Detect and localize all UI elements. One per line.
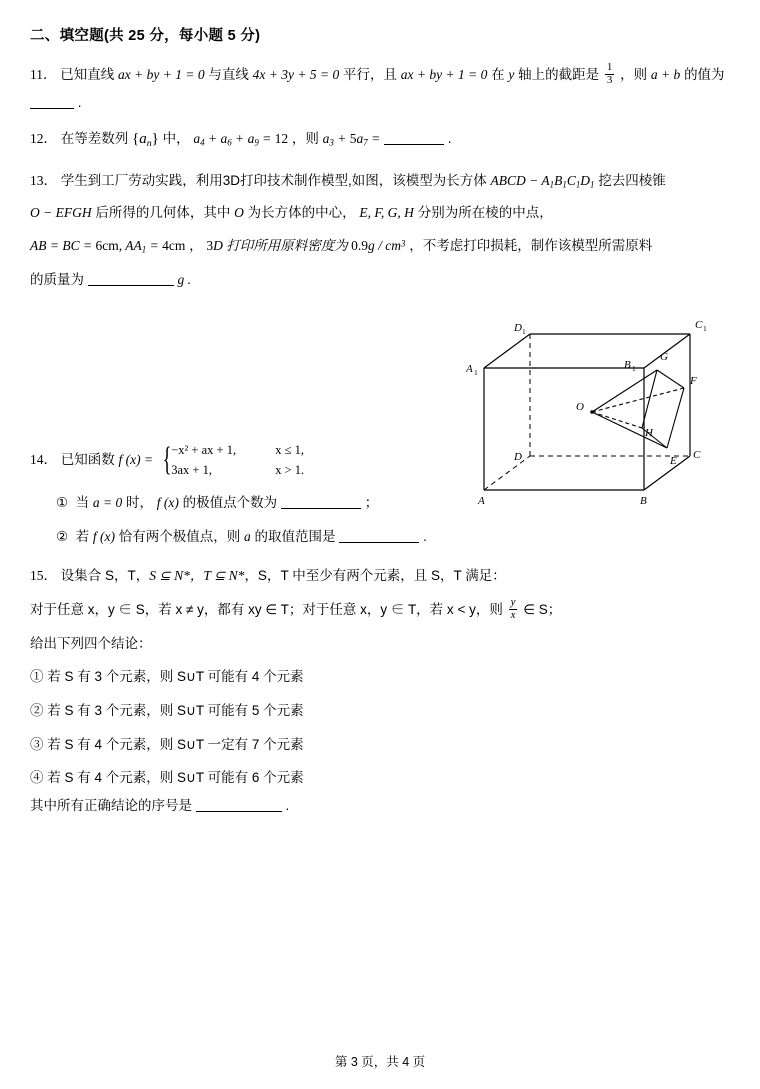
q15-frac-denominator: x — [510, 608, 516, 621]
q13-text-4b: g . — [177, 272, 192, 288]
page-footer: 第 3 页，共 4 页 — [334, 1055, 426, 1069]
q11-eq-5: a + b — [650, 67, 681, 82]
q13-text-2b: 后所得的几何体，其中 — [95, 204, 231, 220]
q15-text-2a: 对于任意 x，y ∈ S，若 x ≠ y，都有 xy ∈ T；对于任意 x，y ∈ T，若 x < y，则 — [30, 602, 503, 618]
question-14-sub-2 — [30, 523, 730, 551]
q11-frac-numerator: 1 — [606, 61, 613, 74]
svg-text:1: 1 — [632, 364, 636, 373]
question-15-line2 — [30, 596, 730, 624]
q14-sub1-text-e: 的极值点个数为 — [182, 495, 278, 511]
q12-text-2: 中， — [162, 131, 190, 147]
q15-text-4b: . — [285, 798, 290, 814]
q15-answer-blank[interactable] — [196, 798, 282, 813]
q15-text-2b: ∈ S； — [523, 602, 562, 618]
q14-sub1-fx: f (x) — [156, 495, 179, 511]
q14-case-1 — [171, 440, 304, 461]
q11-text-7: 的值为 — [684, 67, 725, 82]
q13-text-2d: 为长方体的中心， — [247, 204, 356, 220]
label-F: F — [690, 375, 697, 387]
question-13-line3 — [30, 232, 730, 260]
q12-number: 12． — [30, 131, 57, 147]
q11-answer-blank[interactable] — [30, 94, 74, 109]
question-15-conclusion-4 — [30, 764, 730, 792]
q13-text-3d: ，不考虑打印损耗，制作该模型所需原料 — [409, 238, 653, 254]
label-O: O — [576, 401, 584, 413]
q11-frac-denominator: 3 — [606, 73, 613, 86]
q11-number: 11． — [30, 67, 57, 82]
q13-text-2f: 分别为所在棱的中点， — [417, 204, 553, 220]
q14-case-2 — [171, 460, 304, 481]
question-13 — [30, 167, 690, 195]
q15-text-1a: 设集合 S，T， — [60, 568, 150, 584]
q14-case-1-cond: x ≤ 1, — [275, 442, 304, 457]
question-15-conclusion-3 — [30, 731, 730, 759]
q14-sub1-end: ； — [364, 495, 379, 511]
q11-fraction — [605, 62, 615, 86]
q14-sub2-text-e: 的取值范围是 — [254, 528, 336, 544]
q11-eq-2: 4x + 3y + 5 = 0 — [252, 67, 340, 82]
q14-brace: { — [162, 440, 172, 478]
q13-text-1c: 挖去四棱锥 — [598, 173, 666, 189]
label-B1: B — [624, 359, 631, 371]
q14-text-1: 已知函数 — [60, 451, 115, 467]
label-D1: D — [514, 322, 522, 334]
q11-text-2: 与直线 — [208, 67, 249, 82]
q15-conclusion-3-text: ③ 若 S 有 4 个元素，则 S∪T 一定有 7 个元素 — [30, 736, 304, 752]
q13-eq-3a: AB = BC = 6cm, $AA_1 = 4cm$ — [30, 238, 186, 255]
q13-text-3b: ， — [189, 238, 203, 254]
label-C: C — [693, 449, 701, 461]
q13-number: 13． — [30, 173, 57, 189]
q11-text-8: . — [77, 94, 82, 110]
question-12 — [30, 124, 730, 155]
q11-eq-3: ax + by + 1 = 0 — [400, 67, 488, 82]
q13-eq-1b: ABCD − $A_1B_1C_1D_1$ — [490, 173, 595, 190]
q12-eq-1: $a_4 + a_6 + a_9 = 12$ — [193, 131, 289, 148]
q11-eq-1: ax + by + 1 = 0 — [118, 67, 205, 82]
q15-text-1c: ，S，T 中至少有两个元素，且 S，T 满足： — [244, 568, 506, 584]
question-13-figure — [452, 306, 720, 514]
svg-text:1: 1 — [474, 368, 478, 377]
q13-eq-2e: E, F, G, H — [359, 204, 414, 220]
question-15-conclusion-1 — [30, 663, 730, 691]
question-15-line3 — [30, 630, 730, 658]
q15-conclusion-4-text: ④ 若 S 有 4 个元素，则 S∪T 可能有 6 个元素 — [30, 770, 304, 786]
svg-text:1: 1 — [703, 324, 707, 333]
label-C1: C — [695, 319, 703, 331]
q15-conclusion-1-text: ① 若 S 有 3 个元素，则 S∪T 可能有 4 个元素 — [30, 669, 304, 685]
label-E: E — [670, 455, 677, 467]
section-header: 二、填空题(共 25 分，每小题 5 分) — [30, 28, 261, 44]
q11-text-3: 平行，且 — [342, 67, 397, 82]
question-11 — [30, 61, 730, 116]
q14-sub1-answer-blank[interactable] — [281, 495, 361, 510]
q14-case-2-cond: x > 1. — [275, 463, 305, 478]
q15-text-3: 给出下列四个结论： — [30, 635, 152, 651]
q14-sub2-text-a: 若 — [75, 528, 90, 544]
question-13-line4 — [30, 266, 460, 294]
label-D: D — [514, 451, 522, 463]
label-G: G — [660, 351, 668, 363]
q12-text-4: . — [447, 131, 452, 147]
question-15 — [30, 562, 730, 590]
label-A1: A — [466, 363, 473, 375]
q11-text-5: 轴上的截距是 — [518, 67, 600, 82]
q12-text-3: ，则 — [291, 131, 319, 147]
q12-sequence: $\{a_n\}$ — [132, 131, 159, 150]
q11-text-1: 已知直线 — [60, 67, 115, 82]
q14-case-1-expr: −x² + ax + 1, — [171, 442, 237, 457]
q15-text-4a: 其中所有正确结论的序号是 — [30, 798, 192, 814]
q12-eq-2: $a_3 + 5a_7$ = — [322, 131, 381, 148]
q14-sub1-eq: a = 0 — [92, 495, 123, 511]
q13-eq-2a: O − EFGH — [30, 204, 92, 220]
q11-text-4: 在 — [491, 67, 505, 82]
q13-answer-blank[interactable] — [88, 272, 174, 287]
q13-text-4a: 的质量为 — [30, 272, 84, 288]
q13-eq-3c: 3D 打印所用原料密度为 $0.9g / cm^3$ — [206, 238, 406, 254]
q14-function-label: f (x) = — [118, 451, 154, 467]
question-15-conclusion-2 — [30, 697, 730, 725]
label-B: B — [640, 495, 647, 507]
q11-eq-4: y — [508, 67, 515, 82]
q14-number: 14． — [30, 451, 57, 467]
q14-sub2-fx: f (x) — [92, 528, 115, 544]
q14-sub2-marker: ② — [56, 528, 69, 544]
label-A: A — [478, 495, 485, 507]
q14-sub1-marker: ① — [56, 495, 69, 511]
label-H: H — [645, 427, 653, 439]
q15-eq-1b: S ⊆ N*，T ⊆ N* — [149, 568, 245, 584]
q14-case-2-expr: 3ax + 1, — [171, 463, 212, 478]
q14-sub2-var: a — [244, 528, 251, 544]
q14-sub2-text-c: 恰有两个极值点，则 — [118, 528, 241, 544]
q15-fraction — [509, 597, 518, 621]
question-15-line4 — [30, 792, 730, 820]
q14-sub2-answer-blank[interactable] — [339, 528, 419, 543]
q12-text-1: 在等差数列 — [60, 131, 129, 147]
q15-frac-numerator: y — [510, 596, 516, 609]
q13-text-1a: 学生到工厂劳动实践，利用3D打印技术制作模型,如图，该模型为长方体 — [60, 173, 487, 189]
q13-eq-2c: O — [234, 204, 244, 220]
point-o-dot — [590, 410, 594, 414]
svg-text:1: 1 — [522, 327, 526, 336]
question-13-line2 — [30, 199, 730, 227]
q15-number: 15． — [30, 568, 57, 584]
q11-text-6: ，则 — [620, 67, 648, 82]
q15-conclusion-2-text: ② 若 S 有 3 个元素，则 S∪T 可能有 5 个元素 — [30, 703, 304, 719]
q14-sub1-text-a: 当 — [75, 495, 90, 511]
q14-piecewise — [159, 440, 304, 481]
q14-sub1-text-c: 时， — [126, 495, 154, 511]
q12-answer-blank[interactable] — [384, 131, 444, 146]
q14-sub2-end: . — [423, 528, 427, 544]
